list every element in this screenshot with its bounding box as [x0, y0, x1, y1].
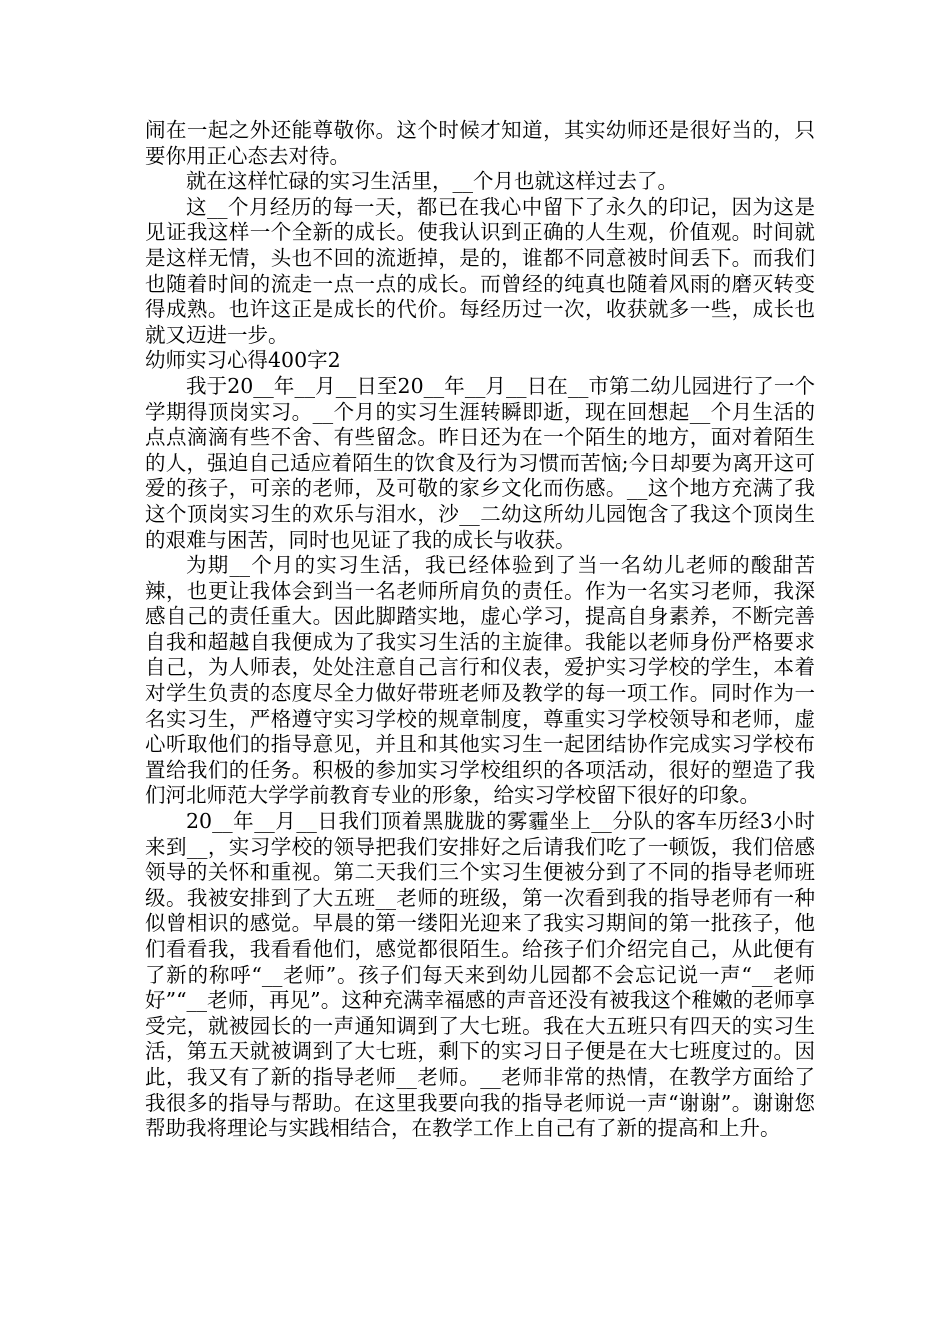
paragraph-arrival: 20__年__月__日我们顶着黑胧胧的雾霾坐上__分队的客车历经3小时来到__，实习学校的领导把我们安排好之后请我们吃了一顿饭，我们倍感领导的关怀和重视。第二天我们三个实习生便被分到了不同的指导老师班级。我被安排到了大五班__老师的班级，第一次看到我的指导老师有一种似曾相识的感觉。早晨的第一缕阳光迎来了我实习期间的第一批孩子，他们看看我，我看看他们，感觉都很陌生。给孩子们介绍完自己，从此便有了新的称呼“__老师”。孩子们每天来到幼儿园都不会忘记说一声“__老师好”“__老师，再见”。这种充满幸福感的声音还没有被我这个稚嫩的老师享受完，就被园长的一声通知调到了大七班。我在大五班只有四天的实习生活，第五天就被调到了大七班，剩下的实习日子便是在大七班度过的。因此，我又有了新的指导老师__老师。__老师非常的热情，在教学方面给了我很多的指导与帮助。在这里我要向我的指导老师说一声“谢谢”。谢谢您帮助我将理论与实践相结合，在教学工作上自己有了新的提高和上升。 [145, 809, 815, 1141]
paragraph-internship-intro: 我于20__年__月__日至20__年__月__日在__市第二幼儿园进行了一个学期得顶岗实习。__个月的实习生涯转瞬即逝，现在回想起__个月生活的点点滴滴有些不舍、有些留念。昨日还为在一个陌生的地方，面对着陌生的人，强迫自己适应着陌生的饮食及行为习惯而苦恼;今日却要为离开这可爱的孩子，可亲的老师，及可敬的家乡文化而伤感。__这个地方充满了我这个顶岗实习生的欢乐与泪水，沙__二幼这所幼儿园饱含了我这个顶岗生的艰难与困苦，同时也见证了我的成长与收获。 [145, 373, 815, 552]
paragraph-responsibility: 为期__个月的实习生活，我已经体验到了当一名幼儿老师的酸甜苦辣，也更让我体会到当一名老师所肩负的责任。作为一名实习老师，我深感自己的责任重大。因此脚踏实地，虚心学习，提高自身素养，不断完善自我和超越自我便成为了我实习生活的主旋律。我能以老师身份严格要求自己，为人师表，处处注意自己言行和仪表，爱护实习学校的学生，本着对学生负责的态度尽全力做好带班老师及教学的每一项工作。同时作为一名实习生，严格遵守实习学校的规章制度，尊重实习学校领导和老师，虚心听取他们的指导意见，并且和其他实习生一起团结协作完成实习学校布置给我们的任务。积极的参加实习学校组织的各项活动，很好的塑造了我们河北师范大学学前教育专业的形象，给实习学校留下很好的印象。 [145, 553, 815, 808]
section-heading: 幼师实习心得400字2 [145, 348, 341, 373]
paragraph-continuation: 闹在一起之外还能尊敬你。这个时候才知道，其实幼师还是很好当的，只要你用正心态去对待。 [145, 118, 815, 168]
paragraph-time-passed: 就在这样忙碌的实习生活里，__个月也就这样过去了。 [186, 169, 678, 194]
document-page [145, 118, 815, 1142]
paragraph-growth: 这__个月经历的每一天，都已在我心中留下了永久的印记，因为这是见证我这样一个全新的成长。使我认识到正确的人生观，价值观。时间就是这样无情，头也不回的流逝掉，是的，谁都不同意被时间丢下。而我们也随着时间的流走一点一点的成长。而曾经的纯真也随着风雨的磨灭转变得成熟。也许这正是成长的代价。每经历过一次，收获就多一些，成长也就又迈进一步。 [145, 194, 815, 347]
